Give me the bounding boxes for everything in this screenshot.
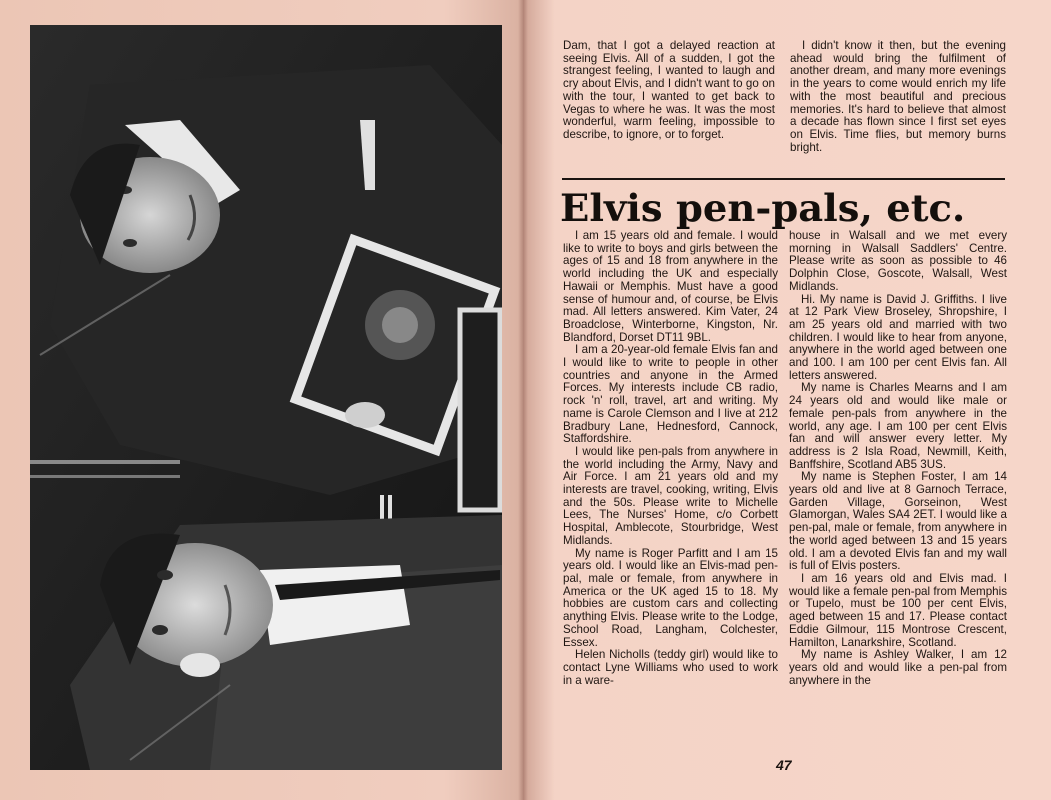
letter-paragraph: I would like pen-pals from anywhere in the world including the Army, Navy and Air Force. I am 21 years old and my interests are travel, cooking, writing, Elvis and the 50s. Please write to Michelle Lees, The Nurses' Home, c/o Corbett Hospital, Amblecote, Stourbridge, West Midlands. [563, 444, 778, 547]
letter-paragraph: My name is Roger Parfitt and I am 15 years old. I would like an Elvis-mad pen-pal, male or female, from anywhere in America or the UK aged 15 to 18. My hobbies are custom cars and collecting anything Elvis. Please write to the Lodge, School Road, Langham, Colchester, Essex. [563, 546, 778, 649]
letter-paragraph: Helen Nicholls (teddy girl) would like to contact Lyne Williams who used to work in a ware- [563, 648, 778, 687]
letters-column-left [563, 230, 778, 687]
letter-paragraph: I am 15 years old and female. I would like to write to boys and girls between the ages of 15 and 18 from anywhere in the world including the UK and especially Hawaii or Memphis. Must have a good sense of humour and, of course, be Elvis mad. All letters answered. Kim Vater, 24 Broadclose, Winterborne, Kingston, Nr. Blandford, Dorset DT11 9BL. [563, 229, 778, 344]
letter-paragraph: I am 16 years old and Elvis mad. I would like a female pen-pal from Memphis or Tupelo, must be 100 per cent Elvis, aged between 15 and 17. Please contact Eddie Gilmour, 115 Montrose Crescent, Hamilton, Lanarkshire, Scotland. [789, 571, 1007, 649]
headline: Elvis pen-pals, etc. [560, 186, 966, 230]
letter-paragraph: I am a 20-year-old female Elvis fan and I would like to write to people in other countries and anyone in the Armed Forces. My interests include CB radio, rock 'n' roll, travel, art and writing. My name is Carole Clemson and I live at 212 Bradbury Lane, Hednesford, Cannock, Staffordshire. [563, 343, 778, 446]
photo-illustration [30, 25, 502, 770]
letter-paragraph: My name is Ashley Walker, I am 12 years old and would like a pen-pal from anywhere in the [789, 648, 1007, 687]
intro-paragraph: Dam, that I got a delayed reaction at seeing Elvis. All of a sudden, I got the strangest feeling, I wanted to laugh and cry about Elvis, and I didn't want to go on with the tour, I wanted to get back to Vegas to where he was. It was the most wonderful, warm feeling, impossible to describe, to ignore, or to forget. [563, 39, 775, 141]
letters-column-right [789, 230, 1007, 687]
photograph [30, 25, 502, 770]
letter-paragraph: Hi. My name is David J. Griffiths. I live at 12 Park View Broseley, Shropshire, I am 25 years old and married with two children. I would like to hear from anyone, anywhere in the world aged between one and 100. I am 100 per cent Elvis fan. All letters answered. [789, 292, 1007, 382]
left-page [0, 0, 523, 800]
section-divider [562, 178, 1005, 180]
intro-column-2 [790, 40, 1006, 154]
intro-column-1 [563, 40, 775, 142]
letter-paragraph: house in Walsall and we met every morning in Walsall Saddlers' Centre. Please write as soon as possible to 46 Dolphin Close, Goscote, Walsall, West Midlands. [789, 229, 1007, 293]
intro-paragraph: I didn't know it then, but the evening ahead would bring the fulfilment of another dream, and many more evenings in the years to come would enrich my life with the most beautiful and precious memories. It's hard to believe that almost a decade has flown since I first set eyes on Elvis. Time flies, but memory burns bright. [790, 39, 1006, 154]
page-number: 47 [776, 757, 792, 773]
letter-paragraph: My name is Stephen Foster, I am 14 years old and live at 8 Garnoch Terrace, Garden Village, Gorseinon, West Glamorgan, Wales SA4 2ET. I would like a pen-pal, male or female, from anywhere in the world aged between 13 and 15 years old. I am a devoted Elvis fan and my wall is full of Elvis posters. [789, 470, 1007, 573]
letter-paragraph: My name is Charles Mearns and I am 24 years old and would like male or female pen-pals from anywhere in the world, any age. I am 100 per cent Elvis fan and will answer every letter. My address is 2 Isla Road, Newmill, Keith, Banffshire, Scotland AB5 3US. [789, 381, 1007, 471]
page-gutter [518, 0, 528, 800]
